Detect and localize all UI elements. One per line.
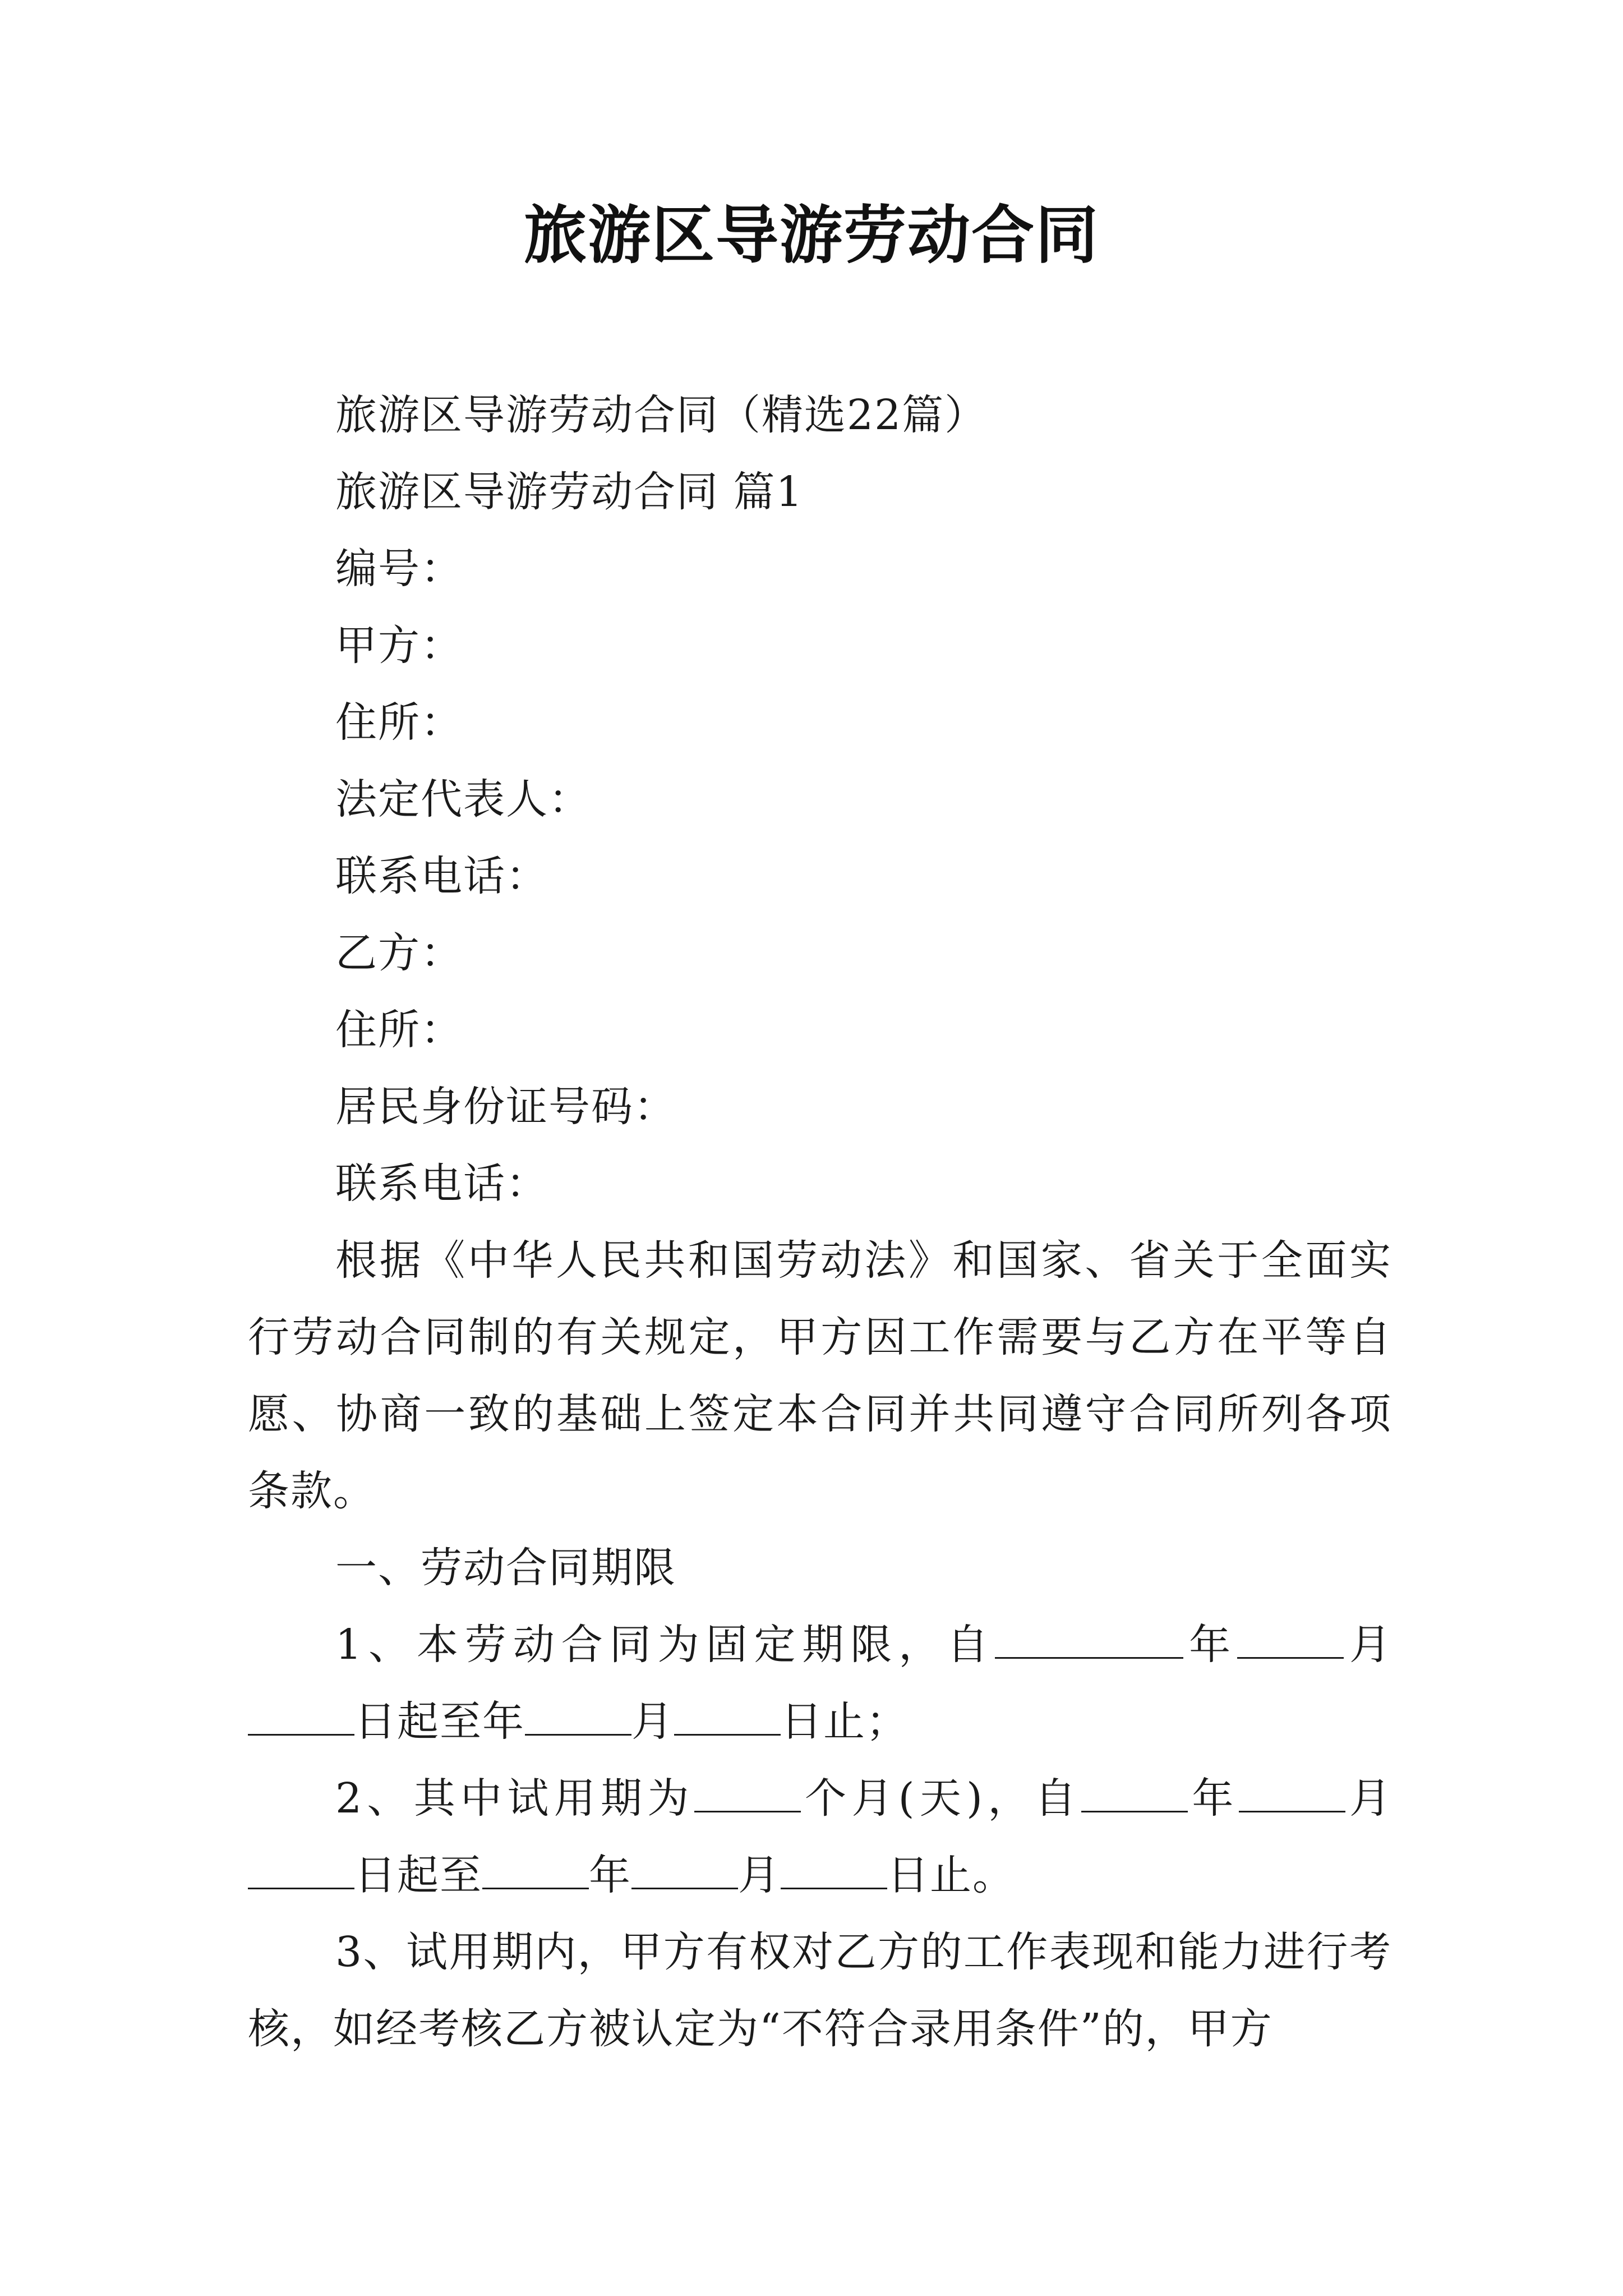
blank-line xyxy=(248,1699,354,1736)
clause-2-prefix: 2、其中试用期为 xyxy=(335,1774,694,1823)
blank-line xyxy=(1081,1776,1188,1812)
section-heading: 旅游区导游劳动合同 篇1 xyxy=(335,468,804,516)
clause-2 xyxy=(248,1760,1392,1914)
clause-2-unit: 个月(天)，自 xyxy=(800,1774,1082,1823)
document-body xyxy=(248,377,1392,2068)
blank-line xyxy=(694,1776,801,1812)
field-party-b: 乙方： xyxy=(335,929,463,977)
clause-2-month2: 月 xyxy=(738,1851,781,1899)
blank-line xyxy=(995,1622,1183,1659)
blank-line xyxy=(1239,1776,1345,1812)
field-id-number: 居民身份证号码： xyxy=(335,1083,676,1131)
clause-1-end: 日止； xyxy=(781,1697,909,1746)
field-party-b-address: 住所： xyxy=(335,1006,463,1054)
clause-2-year: 年 xyxy=(1188,1774,1239,1823)
blank-line xyxy=(525,1699,631,1736)
clause-1-prefix: 1、本劳动合同为固定期限，自 xyxy=(335,1621,995,1669)
clause-2-month: 月 xyxy=(1345,1774,1393,1823)
clause-2-year2: 年 xyxy=(589,1851,631,1899)
blank-line xyxy=(781,1853,887,1889)
field-party-b-phone: 联系电话： xyxy=(335,1159,548,1208)
blank-line xyxy=(674,1699,781,1736)
section-one-heading: 一、劳动合同期限 xyxy=(335,1544,676,1592)
intro-paragraph: 根据《中华人民共和国劳动法》和国家、省关于全面实行劳动合同制的有关规定，甲方因工作需要与乙方在平等自愿、协商一致的基础上签定本合同并共同遵守合同所列各项条款。 xyxy=(248,1236,1392,1515)
clause-3: 3、试用期内，甲方有权对乙方的工作表现和能力进行考核，如经考核乙方被认定为“不符合录用条件”的，甲方 xyxy=(248,1928,1392,2053)
clause-2-end: 日止。 xyxy=(887,1851,1015,1899)
clause-1-year: 年 xyxy=(1183,1621,1238,1669)
field-legal-representative: 法定代表人： xyxy=(335,775,591,823)
page-title: 旅游区导游劳动合同 xyxy=(524,199,1099,272)
blank-line xyxy=(248,1853,354,1889)
blank-line xyxy=(482,1853,589,1889)
clause-1 xyxy=(248,1607,1392,1760)
document-subtitle: 旅游区导游劳动合同（精选22篇） xyxy=(335,391,988,439)
clause-2-day-from: 日起至 xyxy=(354,1851,482,1899)
field-number: 编号： xyxy=(335,545,463,593)
clause-1-month: 月 xyxy=(1344,1621,1392,1669)
blank-line xyxy=(1237,1622,1344,1659)
clause-1-day-from: 日起至年 xyxy=(354,1697,525,1746)
blank-line xyxy=(631,1853,738,1889)
field-party-a-address: 住所： xyxy=(335,698,463,747)
clause-1-month2: 月 xyxy=(631,1697,674,1746)
field-party-a: 甲方： xyxy=(335,622,463,670)
field-party-a-phone: 联系电话： xyxy=(335,852,548,900)
